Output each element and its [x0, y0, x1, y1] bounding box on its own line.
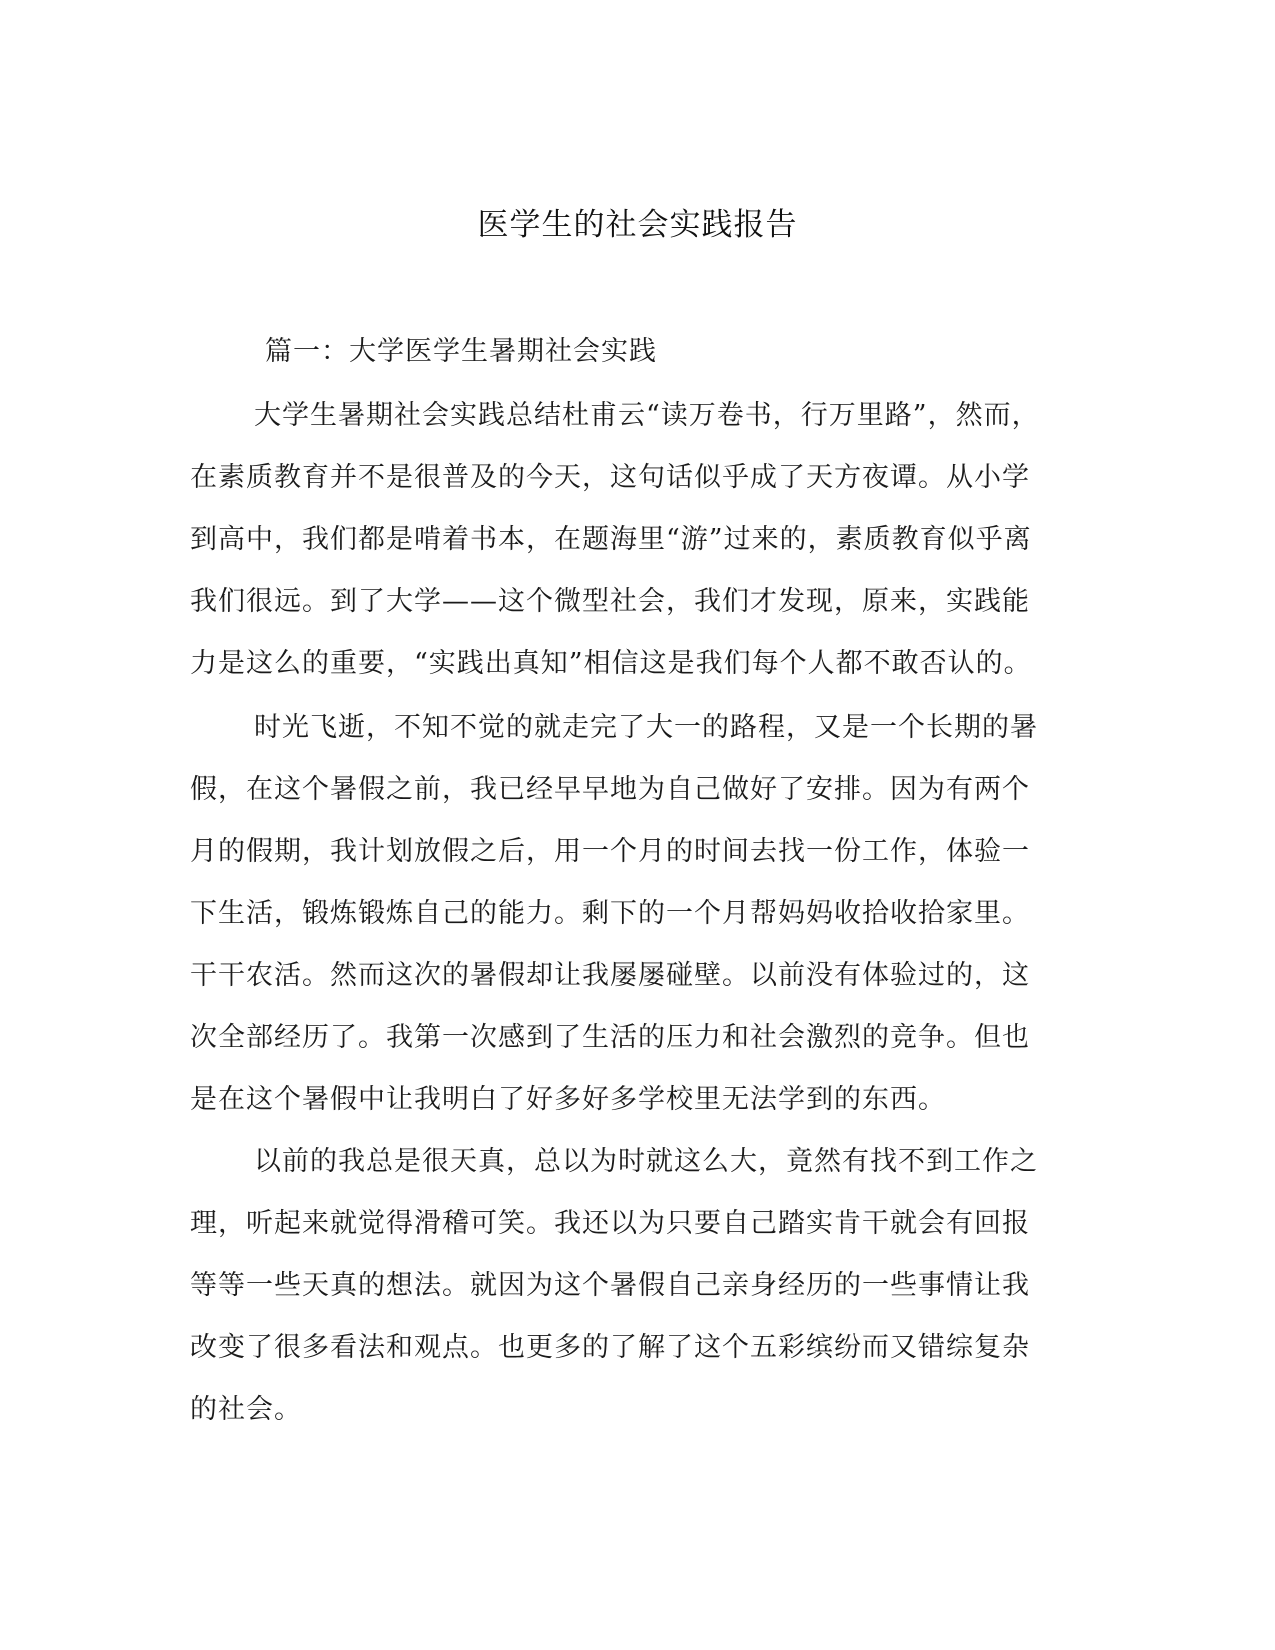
paragraph-line: 假，在这个暑假之前，我已经早早地为自己做好了安排。因为有两个 — [190, 774, 1030, 805]
paragraph-3 — [190, 1131, 1080, 1441]
paragraph-line: 月的假期，我计划放假之后，用一个月的时间去找一份工作，体验一 — [190, 836, 1030, 867]
paragraph-line: 大学生暑期社会实践总结杜甫云“读万卷书，行万里路”，然而， — [254, 400, 1040, 431]
paragraph-line: 到高中，我们都是啃着书本，在题海里“游”过来的，素质教育似乎离 — [190, 524, 1032, 555]
paragraph-line: 的社会。 — [190, 1394, 302, 1425]
paragraph-2 — [190, 697, 1080, 1131]
section-heading: 篇一：大学医学生暑期社会实践 — [265, 336, 657, 367]
paragraph-line: 我们很远。到了大学——这个微型社会，我们才发现，原来，实践能 — [190, 586, 1030, 617]
paragraph-line: 次全部经历了。我第一次感到了生活的压力和社会激烈的竞争。但也 — [190, 1022, 1030, 1053]
paragraph-line: 以前的我总是很天真，总以为时就这么大，竟然有找不到工作之 — [254, 1146, 1038, 1177]
paragraph-line: 下生活，锻炼锻炼自己的能力。剩下的一个月帮妈妈收拾收拾家里。 — [190, 898, 1030, 929]
paragraph-line: 干干农活。然而这次的暑假却让我屡屡碰壁。以前没有体验过的，这 — [190, 960, 1030, 991]
paragraph-line: 在素质教育并不是很普及的今天，这句话似乎成了天方夜谭。从小学 — [190, 462, 1030, 493]
paragraph-line: 改变了很多看法和观点。也更多的了解了这个五彩缤纷而又错综复杂 — [190, 1332, 1030, 1363]
paragraph-line: 力是这么的重要，“实践出真知”相信这是我们每个人都不敢否认的。 — [190, 648, 1032, 679]
paragraph-line: 时光飞逝，不知不觉的就走完了大一的路程，又是一个长期的暑 — [254, 712, 1038, 743]
paragraph-line: 理，听起来就觉得滑稽可笑。我还以为只要自己踏实肯干就会有回报 — [190, 1208, 1030, 1239]
paragraph-line: 等等一些天真的想法。就因为这个暑假自己亲身经历的一些事情让我 — [190, 1270, 1030, 1301]
paragraph-line: 是在这个暑假中让我明白了好多好多学校里无法学到的东西。 — [190, 1084, 946, 1115]
paragraph-1 — [190, 385, 1080, 695]
page-title: 医学生的社会实践报告 — [477, 207, 798, 243]
